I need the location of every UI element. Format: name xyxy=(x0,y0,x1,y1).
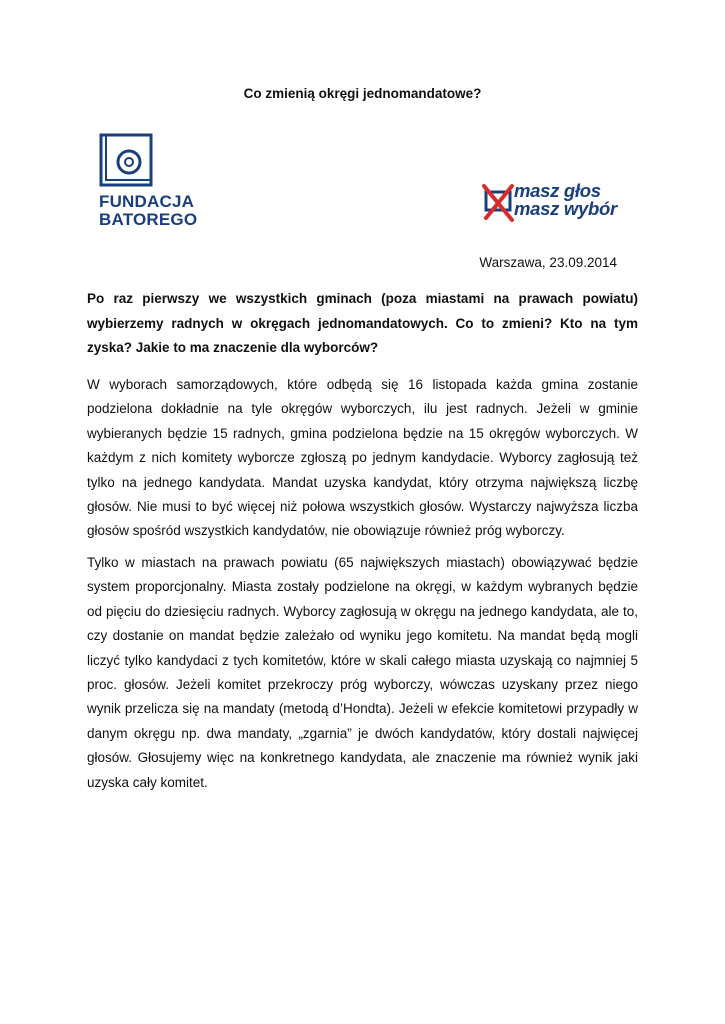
batory-wordmark xyxy=(99,193,197,229)
masz-glos-logo xyxy=(482,180,642,228)
date-line: Warszawa, 23.09.2014 xyxy=(479,255,617,270)
page-title: Co zmienią okręgi jednomandatowe? xyxy=(243,86,482,101)
lead-paragraph: Po raz pierwszy we wszystkich gminach (poza miastami na prawach powiatu) wybierzemy radnych w okręgach jednomandatowych. Co to zmieni? Kto na tym zyska? Jakie to ma znaczenie dla wyborców? xyxy=(87,291,638,355)
masz-glos-wordmark xyxy=(514,182,617,218)
body-paragraph-2: Tylko w miastach na prawach powiatu (65 największych miastach) obowiązywać będzie system proporcjonalny. Miasta zostały podzielone na okręgi, w każdym wybranych będzie od pięciu do dziesięciu radnych. Wyborcy zagłosują w okręgu na jednego kandydata, ale to, czy dostanie on mandat będzie zależało od wyniku jego komitetu. Na mandat będą mogli liczyć tylko kandydaci z tych komitetów, które w skali całego miasta uzyskają co najmniej 5 proc. głosów. Jeżeli komitet przekroczy próg wyborczy, wówczas uzyskany przez niego wynik przelicza się na mandaty (metodą d’Hondta). Jeżeli w efekcie komitetowi przypadły w danym okręgu np. dwa mandaty, „zgarnia” je dwóch kandydatów, który dostali najwięcej głosów. Głosujemy więc na konkretnego kandydata, ale znaczenie ma również wynik jaki uzyska cały komitet. xyxy=(87,555,638,790)
batory-line-2: BATOREGO xyxy=(99,210,198,229)
batory-emblem-icon xyxy=(98,132,158,192)
masz-line-1: masz głos xyxy=(514,180,601,201)
masz-line-2: masz wybór xyxy=(514,198,617,219)
batory-line-1: FUNDACJA xyxy=(99,192,195,211)
fundacja-batorego-logo xyxy=(98,132,208,232)
ballot-x-icon xyxy=(482,180,518,224)
body-paragraph-1: W wyborach samorządowych, które odbędą się 16 listopada każda gmina zostanie podzielona dokładnie na tyle okręgów wyborczych, ilu jest radnych. Jeżeli w gminie wybieranych będzie 15 radnych, gmina podzielona będzie na 15 okręgów wyborczych. W każdym z nich komitety wyborcze zgłoszą po jednym kandydacie. Wyborcy zagłosują też tylko na jednego kandydata. Mandat uzyska kandydat, który otrzyma największą liczbę głosów. Nie musi to być więcej niż połowa wszystkich głosów. Wystarczy najwyższa liczba głosów spośród wszystkich kandydatów, nie obowiązuje również próg wyborczy. xyxy=(87,377,638,539)
